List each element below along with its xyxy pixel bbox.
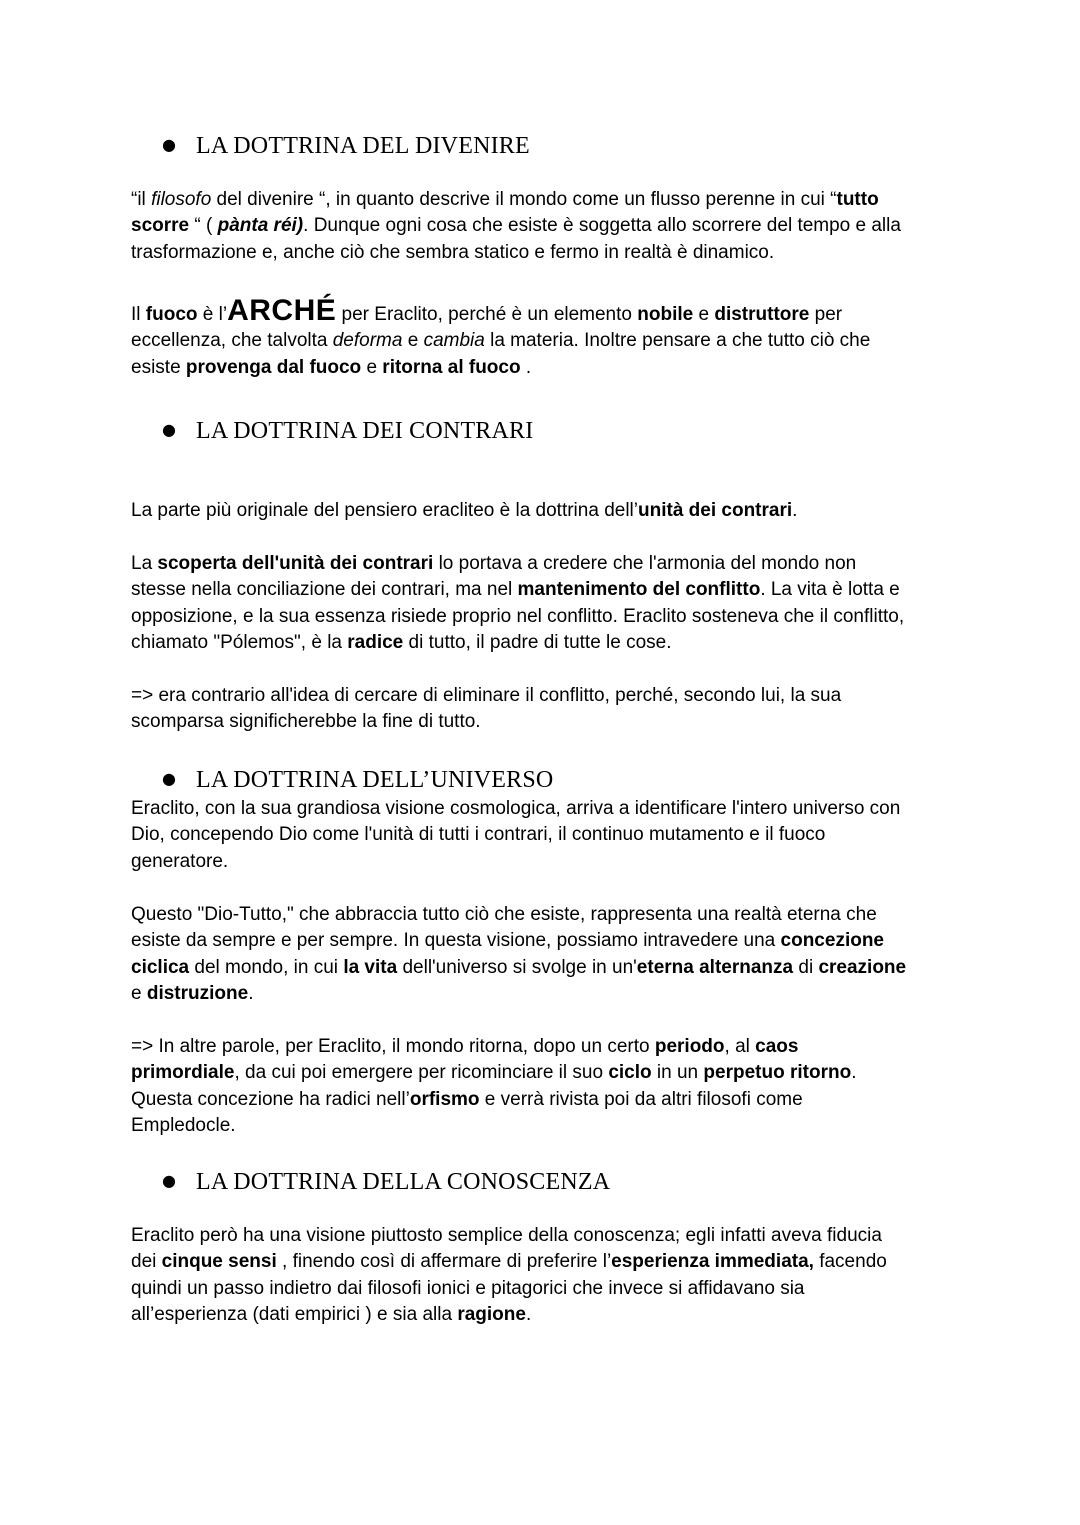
text-line [131, 1060, 961, 1086]
text-run: , da cui poi emergere per ricominciare il suo [234, 1062, 609, 1084]
text-run: trasformazione e, anche ciò che sembra statico e fermo in realtà è dinamico. [131, 241, 775, 263]
heading-text: LA DOTTRINA DELL’UNIVERSO [196, 767, 554, 793]
section-heading-divenire [162, 130, 530, 161]
text-run: e [693, 304, 715, 325]
text-line [131, 577, 961, 603]
text-run: provenga dal fuoco [185, 356, 362, 378]
text-line [131, 822, 961, 848]
paragraph [131, 902, 961, 1008]
paragraph [131, 683, 961, 736]
paragraph [131, 187, 961, 266]
text-run: generatore. [131, 850, 229, 872]
text-line [131, 1087, 961, 1113]
text-run: di [793, 956, 819, 978]
text-run: è l’ [197, 304, 228, 325]
text-run: . Dunque ogni cosa che esiste è soggetta allo scorrere del tempo e alla [303, 215, 901, 237]
text-run: in un [651, 1062, 704, 1084]
text-run: . [792, 500, 798, 521]
text-run: stesse nella conciliazione dei contrari, ma nel [131, 579, 518, 601]
text-run: . [248, 983, 254, 1005]
text-run: caos [755, 1036, 799, 1057]
text-run: dei [131, 1251, 162, 1273]
text-run: scomparsa significherebbe la fine di tutto. [131, 711, 481, 733]
text-run: all’esperienza (dati empirici ) e sia alla [131, 1304, 458, 1326]
text-run: perpetuo ritorno [703, 1062, 852, 1084]
bullet-icon: ● [162, 769, 177, 788]
text-run: e [131, 983, 147, 1005]
text-run: . [851, 1062, 857, 1084]
text-line [131, 1113, 961, 1139]
text-run: esiste da sempre e per sempre. In questa visione, possiamo intravedere una [131, 930, 781, 952]
text-run: La parte più originale del pensiero eracliteo è la dottrina dell’ [131, 500, 638, 521]
emphasis-term: ARCHÉ [227, 294, 337, 327]
text-run: chiamato "Pólemos", è la [131, 632, 348, 654]
text-run: primordiale [131, 1062, 235, 1084]
paragraph [131, 498, 961, 524]
text-line [131, 604, 961, 630]
text-line [131, 1223, 961, 1249]
text-line [131, 796, 961, 822]
text-run: Questa concezione ha radici nell’ [131, 1088, 410, 1110]
text-line [131, 1034, 961, 1060]
section-heading-universo [162, 764, 553, 795]
paragraph [131, 1223, 961, 1329]
text-line [131, 1249, 961, 1275]
text-line [131, 551, 961, 577]
text-run: . La vita è lotta e [760, 579, 900, 601]
text-run: deforma [332, 330, 403, 352]
text-run: tutto [836, 189, 879, 210]
text-run: eterna alternanza [636, 956, 794, 978]
text-line [131, 928, 961, 954]
text-line [131, 981, 961, 1007]
text-run: opposizione, e la sua essenza risiede proprio nel conflitto. Eraclito sosteneva che il conflitto, [131, 605, 905, 627]
paragraph [131, 1034, 961, 1140]
text-run: , al [724, 1036, 756, 1057]
text-line [131, 902, 961, 928]
text-run: dell'universo si svolge in un' [397, 956, 637, 978]
text-run: facendo [813, 1251, 887, 1273]
section-heading-conoscenza [162, 1166, 610, 1197]
text-line [131, 709, 961, 735]
text-line [131, 187, 961, 213]
text-run: ragione [457, 1304, 526, 1326]
text-run: , finendo così di affermare di preferire l’ [276, 1251, 612, 1273]
text-run: periodo [654, 1036, 725, 1057]
text-run: la materia. Inoltre pensare a che tutto ciò che [484, 330, 871, 352]
text-run: Dio, concependo Dio come l'unità di tutti i contrari, il continuo mutamento e il fuoco [131, 824, 826, 846]
text-run: nobile [637, 304, 694, 325]
text-run: lo portava a credere che l'armonia del mondo non [433, 553, 857, 574]
text-run: quindi un passo indietro dai filosofi ionici e pitagorici che invece si affidavano sia [131, 1277, 805, 1299]
text-line [131, 240, 961, 266]
text-line [131, 955, 961, 981]
text-line [131, 328, 961, 354]
text-run: e verrà rivista poi da altri filosofi come [479, 1088, 803, 1110]
text-line [131, 213, 961, 239]
text-run: la vita [343, 956, 398, 978]
text-run: ritorna al fuoco [382, 356, 521, 378]
text-line [131, 1302, 961, 1328]
text-run: filosofo [151, 189, 212, 210]
text-run: Eraclito, con la sua grandiosa visione cosmologica, arriva a identificare l'intero universo con [131, 798, 901, 819]
text-run: creazione [818, 956, 907, 978]
paragraph [131, 551, 961, 657]
text-run: distruttore [714, 304, 810, 325]
text-run: esperienza immediata, [611, 1251, 814, 1273]
text-run: del mondo, in cui [189, 956, 344, 978]
heading-text: LA DOTTRINA DEI CONTRARI [196, 418, 534, 444]
heading-text: LA DOTTRINA DEL DIVENIRE [196, 133, 530, 159]
text-line [131, 294, 961, 328]
paragraph [131, 294, 961, 381]
text-run: ciclica [131, 956, 190, 978]
text-run: Eraclito però ha una visione piuttosto semplice della conoscenza; egli infatti aveva fiducia [131, 1225, 882, 1246]
text-run: mantenimento del conflitto [517, 579, 761, 601]
text-run: radice [347, 632, 404, 654]
text-run: distruzione [146, 983, 249, 1005]
text-run: “ ( [189, 215, 218, 237]
text-line [131, 355, 961, 381]
section-heading-contrari [162, 415, 533, 446]
text-run: La [131, 553, 158, 574]
text-run: scoperta dell'unità dei contrari [157, 553, 434, 574]
text-run: concezione [780, 930, 885, 952]
text-run: unità dei contrari [638, 500, 793, 521]
text-run: . [520, 356, 532, 378]
text-run: esiste [131, 356, 186, 378]
text-run: e [402, 330, 424, 352]
bullet-icon: ● [162, 420, 177, 439]
text-run: per Eraclito, perché è un elemento [336, 304, 638, 325]
bullet-icon: ● [162, 135, 177, 154]
text-line [131, 630, 961, 656]
text-run: eccellenza, che talvolta [131, 330, 333, 352]
text-run: Questo "Dio-Tutto," che abbraccia tutto ciò che esiste, rappresenta una realtà eterna che [131, 904, 877, 925]
text-run: Il [131, 304, 146, 325]
text-run: cambia [423, 330, 485, 352]
text-run: fuoco [145, 304, 198, 325]
text-line [131, 498, 961, 524]
text-run: . [525, 1304, 532, 1326]
text-run: “il [131, 189, 152, 210]
text-run: del divenire “, in quanto descrive il mondo come un flusso perenne in cui “ [211, 189, 837, 210]
text-run: orfismo [409, 1088, 480, 1110]
text-run: Empledocle. [131, 1115, 236, 1137]
text-line [131, 849, 961, 875]
text-line [131, 1276, 961, 1302]
heading-text: LA DOTTRINA DELLA CONOSCENZA [196, 1169, 611, 1195]
text-run: per [809, 304, 843, 325]
text-run: scorre [131, 215, 190, 237]
text-run: di tutto, il padre di tutte le cose. [403, 632, 672, 654]
text-run: ciclo [608, 1062, 652, 1084]
text-run: cinque sensi [161, 1251, 277, 1273]
text-run: pànta réi) [217, 215, 304, 237]
paragraph [131, 796, 961, 875]
text-line [131, 683, 961, 709]
text-run: => In altre parole, per Eraclito, il mondo ritorna, dopo un certo [131, 1036, 655, 1057]
text-run: e [361, 356, 383, 378]
text-run: => era contrario all'idea di cercare di eliminare il conflitto, perché, secondo lui, la sua [131, 685, 842, 706]
bullet-icon: ● [162, 1171, 177, 1190]
